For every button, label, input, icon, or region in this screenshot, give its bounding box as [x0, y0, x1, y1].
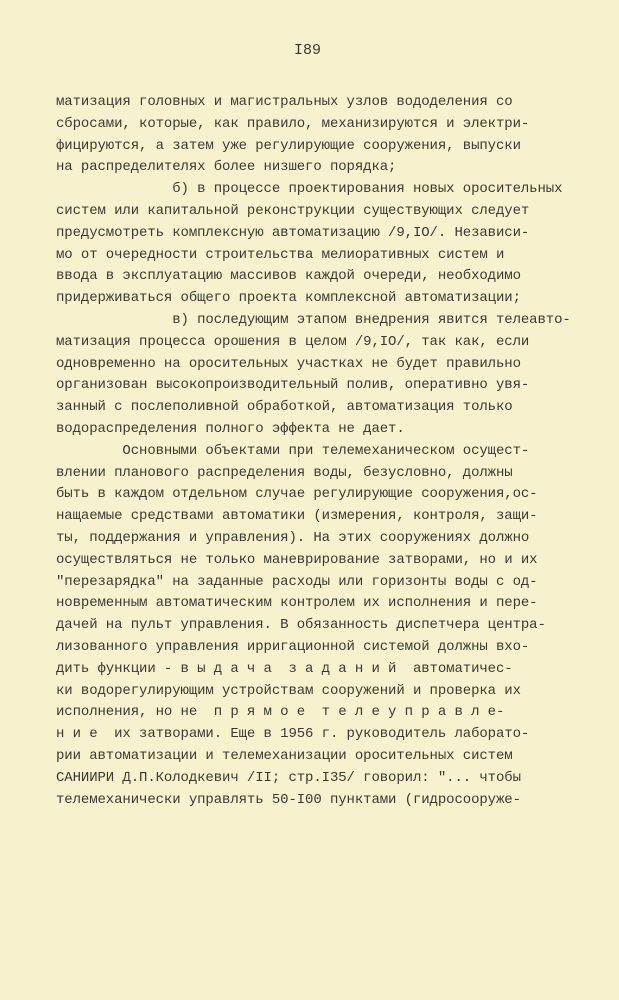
text-line: организован высокопроизводительный полив, оперативно увя-: [56, 377, 530, 394]
text-line: ввода в эксплуатацию массивов каждой очереди, необходимо: [56, 268, 521, 285]
text-line: влении планового распределения воды, безусловно, должны: [56, 464, 513, 481]
text-line: одновременно на оросительных участках не будет правильно: [56, 355, 521, 372]
document-body: [56, 92, 571, 811]
text-line: дачей на пульт управления. В обязанность диспетчера центра-: [56, 617, 546, 634]
text-line: систем или капитальной реконструкции существующих следует: [56, 202, 530, 219]
text-line: телемеханически управлять 50-I00 пунктами (гидросооруже-: [56, 791, 521, 808]
text-line: б) в процессе проектирования новых оросительных: [56, 181, 563, 198]
text-line: Основными объектами при телемеханическом осущест-: [56, 442, 530, 459]
text-line: новременным автоматическим контролем их исполнения и пере-: [56, 595, 538, 612]
text-line: в) последующим этапом внедрения явится телеавто-: [56, 311, 571, 328]
text-line: дить функции - в ы д а ч а з а д а н и й автоматичес-: [56, 660, 513, 677]
text-line: исполнения, но не п р я м о е т е л е у п р а в л е-: [56, 704, 505, 721]
page-number: I89: [294, 42, 322, 59]
text-line: осуществляться не только маневрирование затворами, но и их: [56, 551, 538, 568]
text-line: ты, поддержания и управления). На этих сооружениях должно: [56, 529, 530, 546]
text-line: на распределителях более низшего порядка;: [56, 159, 397, 176]
text-line: матизация процесса орошения в целом /9,IO/, так как, если: [56, 333, 530, 350]
text-line: водораспределения полного эффекта не дает.: [56, 420, 405, 437]
text-line: быть в каждом отдельном случае регулирующие сооружения,ос-: [56, 486, 538, 503]
text-line: мо от очередности строительства мелиоративных систем и: [56, 246, 505, 263]
text-line: предусмотреть комплексную автоматизацию /9,IO/. Независи-: [56, 224, 530, 241]
text-line: н и е их затворами. Еще в 1956 г. руководитель лаборато-: [56, 726, 530, 743]
text-line: лизованного управления ирригационной системой должны вхо-: [56, 638, 530, 655]
text-line: придерживаться общего проекта комплексной автоматизации;: [56, 290, 521, 307]
text-line: ки водорегулирующим устройствам сооружений и проверка их: [56, 682, 521, 699]
text-line: сбросами, которые, как правило, механизируются и электри-: [56, 115, 530, 132]
text-line: нащаемые средствами автоматики (измерения, контроля, защи-: [56, 508, 538, 525]
text-line: "перезарядка" на заданные расходы или горизонты воды с од-: [56, 573, 538, 590]
text-line: фицируются, а затем уже регулирующие сооружения, выпуски: [56, 137, 521, 154]
text-line: матизация головных и магистральных узлов вододеления со: [56, 94, 513, 110]
text-line: занный с послеполивной обработкой, автоматизация только: [56, 399, 513, 416]
text-line: САНИИРИ Д.П.Колодкевич /II; стр.I35/ говорил: "... чтобы: [56, 769, 521, 786]
text-line: рии автоматизации и телемеханизации оросительных систем: [56, 747, 513, 764]
